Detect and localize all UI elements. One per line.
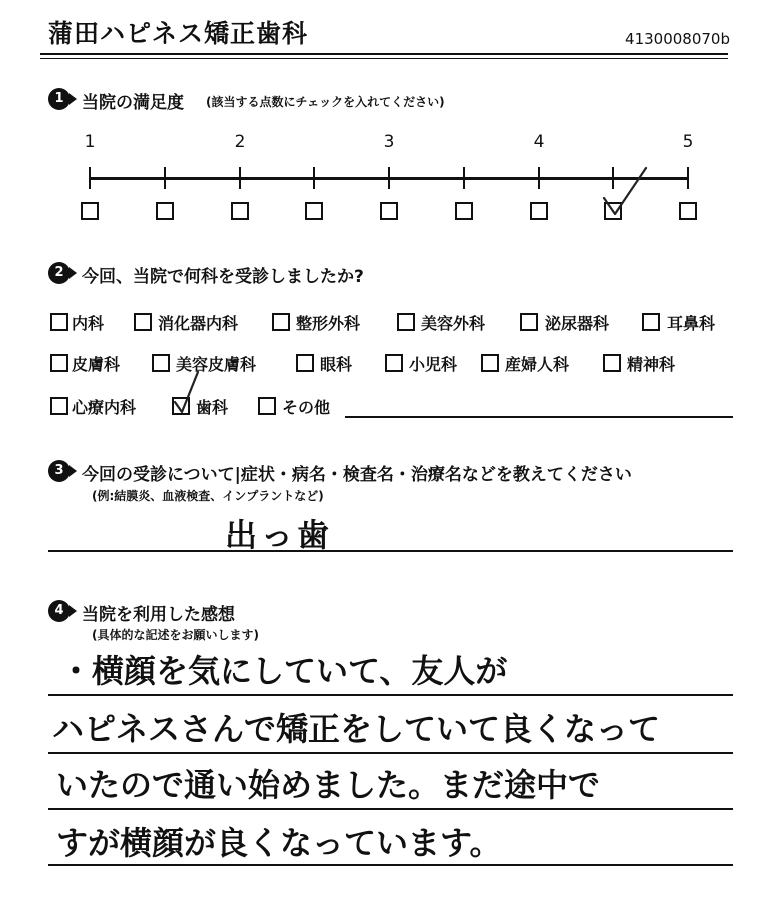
- scale-label-2: 2: [234, 132, 246, 152]
- form-code: 4130008070b: [625, 30, 730, 48]
- q3-number-badge: 3: [48, 460, 70, 482]
- option-label: 整形外科: [296, 314, 361, 333]
- scale-tick: [463, 167, 465, 189]
- q1-number-badge: 1: [48, 88, 70, 110]
- q3-handwritten-answer: 出っ歯: [225, 516, 334, 554]
- scale-label-3: 3: [383, 132, 395, 152]
- satisfaction-checkbox-1[interactable]: [81, 202, 99, 220]
- q4-answer-line-4: すが横顔が良くなっています。: [56, 824, 502, 862]
- q2-title: 今回、当院で何科を受診しましたか?: [82, 267, 364, 287]
- option-label: 歯科: [196, 398, 229, 417]
- q4-answer-line-2: ハピネスさんで矯正をしていて良くなって: [52, 710, 661, 748]
- satisfaction-checkbox-6[interactable]: [455, 202, 473, 220]
- q3-note: (例:結膜炎、血液検査、インプラントなど): [92, 489, 324, 503]
- checkbox-cosmetic-surgery[interactable]: [397, 313, 415, 331]
- option-label: 美容外科: [421, 314, 486, 333]
- checkbox-obstetrics[interactable]: [481, 354, 499, 372]
- option-label: 眼科: [320, 355, 353, 374]
- scale-tick: [538, 167, 540, 189]
- satisfaction-checkbox-4[interactable]: [305, 202, 323, 220]
- q4-answer-rule-4[interactable]: [48, 864, 733, 866]
- option-label: 産婦人科: [505, 355, 570, 374]
- arrow-icon: [69, 465, 77, 477]
- checkbox-gastroenterology[interactable]: [134, 313, 152, 331]
- option-label: 精神科: [627, 355, 676, 374]
- q2-number-badge: 2: [48, 262, 70, 284]
- q3-answer-line[interactable]: [48, 550, 733, 552]
- scale-tick: [388, 167, 390, 189]
- arrow-icon: [69, 267, 77, 279]
- q4-answer-rule-3[interactable]: [48, 808, 733, 810]
- option-label: 消化器内科: [158, 314, 239, 333]
- scale-tick: [164, 167, 166, 189]
- satisfaction-checkbox-2[interactable]: [156, 202, 174, 220]
- scale-tick: [89, 167, 91, 189]
- satisfaction-checkbox-9[interactable]: [679, 202, 697, 220]
- form-title: 蒲田ハピネス矯正歯科: [48, 19, 309, 48]
- checkbox-pediatrics[interactable]: [385, 354, 403, 372]
- option-label: 耳鼻科: [667, 314, 716, 333]
- q4-answer-rule-1[interactable]: [48, 694, 733, 696]
- satisfaction-checkbox-3[interactable]: [231, 202, 249, 220]
- satisfaction-checkbox-7[interactable]: [530, 202, 548, 220]
- checkbox-internal-medicine[interactable]: [50, 313, 68, 331]
- q4-title: 当院を利用した感想: [82, 605, 235, 625]
- scale-tick: [687, 167, 689, 189]
- scale-tick: [313, 167, 315, 189]
- q4-number-badge: 4: [48, 600, 70, 622]
- option-label: 美容皮膚科: [176, 355, 257, 374]
- q1-note: (該当する点数にチェックを入れてください): [206, 95, 445, 109]
- option-label: 小児科: [409, 355, 458, 374]
- q4-note: (具体的な記述をお願いします): [92, 628, 259, 642]
- checkbox-urology[interactable]: [520, 313, 538, 331]
- q1-title: 当院の満足度: [82, 93, 184, 113]
- option-label: 泌尿器科: [545, 314, 610, 333]
- arrow-icon: [69, 605, 77, 617]
- other-answer-line[interactable]: [345, 416, 733, 418]
- option-label: 心療内科: [72, 398, 137, 417]
- checkbox-ent[interactable]: [642, 313, 660, 331]
- option-label: その他: [282, 398, 331, 417]
- arrow-icon: [69, 93, 77, 105]
- header-rule-thin: [40, 58, 728, 59]
- scale-label-4: 4: [533, 132, 545, 152]
- scale-label-1: 1: [84, 132, 96, 152]
- q4-answer-line-1: ・横顔を気にしていて、友人が: [60, 652, 508, 690]
- checkmark-icon: [598, 164, 652, 220]
- checkmark-icon: [168, 368, 202, 416]
- scale-label-5: 5: [682, 132, 694, 152]
- scale-tick: [239, 167, 241, 189]
- header-rule: [40, 53, 728, 55]
- checkbox-psychiatry[interactable]: [603, 354, 621, 372]
- q4-answer-line-3: いたので通い始めました。まだ途中で: [56, 766, 601, 804]
- checkbox-other[interactable]: [258, 397, 276, 415]
- option-label: 皮膚科: [72, 355, 121, 374]
- checkbox-dermatology[interactable]: [50, 354, 68, 372]
- q3-title: 今回の受診について|症状・病名・検査名・治療名などを教えてください: [82, 465, 632, 485]
- option-label: 内科: [72, 314, 105, 333]
- satisfaction-checkbox-5[interactable]: [380, 202, 398, 220]
- checkbox-ophthalmology[interactable]: [296, 354, 314, 372]
- checkbox-orthopedics[interactable]: [272, 313, 290, 331]
- checkbox-psychosomatic[interactable]: [50, 397, 68, 415]
- q4-answer-rule-2[interactable]: [48, 752, 733, 754]
